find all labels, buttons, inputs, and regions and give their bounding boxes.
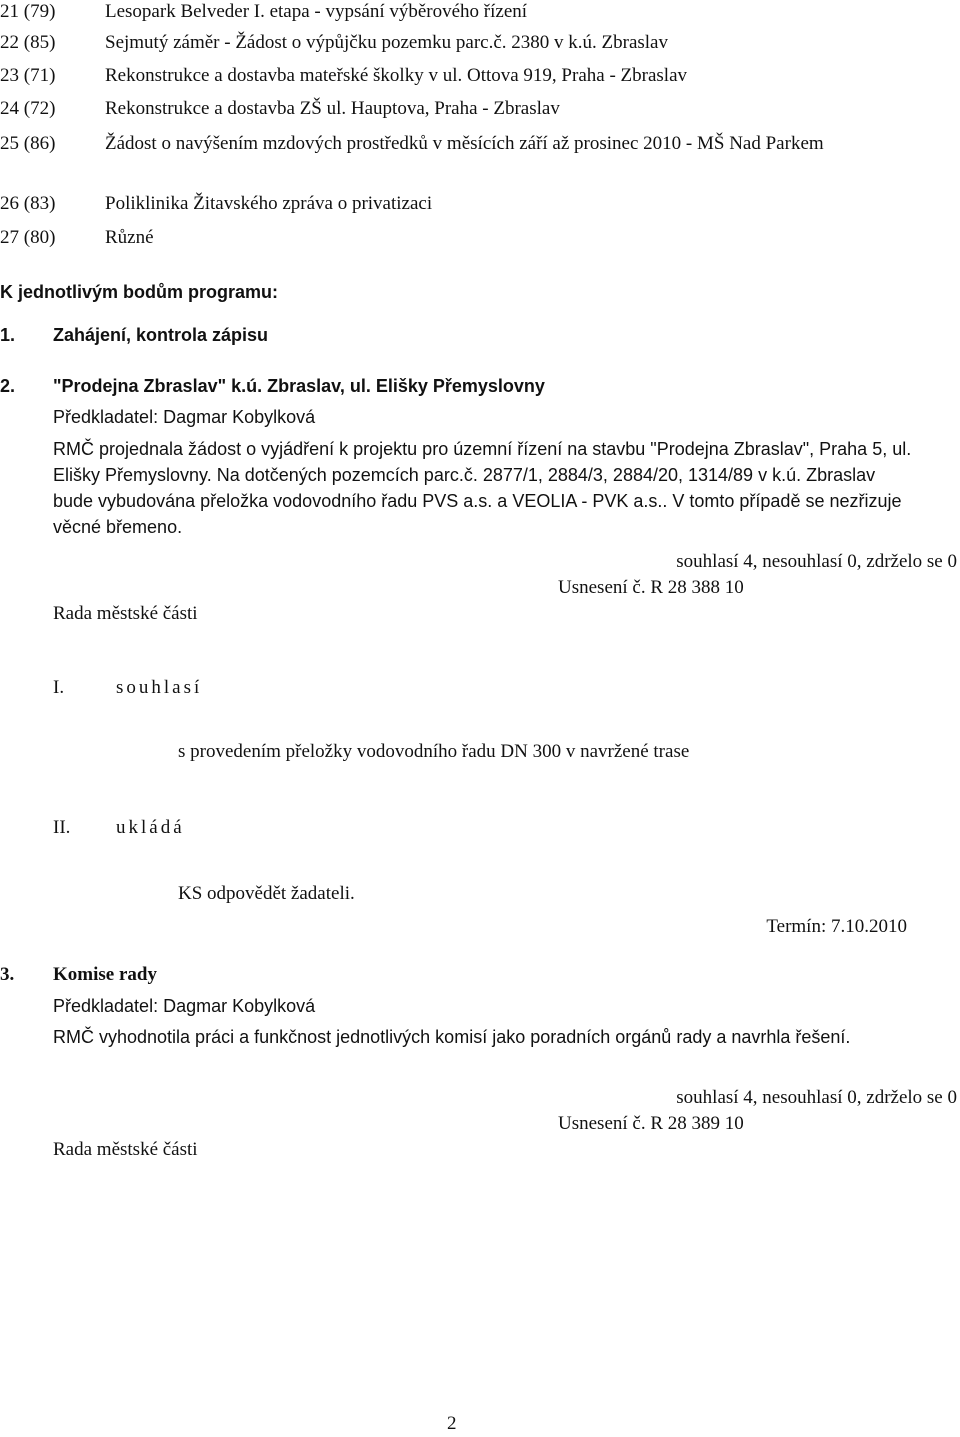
resolution-number: Usnesení č. R 28 388 10: [558, 577, 744, 598]
agenda-number: 23 (71): [0, 65, 56, 86]
item-title: Zahájení, kontrola zápisu: [53, 325, 269, 345]
page-number: 2: [447, 1413, 457, 1434]
council-label: Rada městské části: [53, 1139, 198, 1160]
agenda-text: Žádost o navýšením mzdových prostředků v měsících září až prosinec 2010 - MŠ Nad Parkem: [105, 133, 824, 154]
council-label: Rada městské části: [53, 603, 198, 624]
decision-text: s provedením přeložky vodovodního řadu DN 300 v navržené trase: [178, 741, 690, 762]
presenter: Předkladatel: Dagmar Kobylková: [53, 996, 316, 1016]
agenda-text: Lesopark Belveder I. etapa - vypsání výběrového řízení: [105, 1, 528, 22]
item-number: 1.: [0, 325, 16, 345]
decision-numeral: I.: [53, 677, 65, 698]
presenter: Předkladatel: Dagmar Kobylková: [53, 407, 316, 427]
decision-numeral: II.: [53, 817, 71, 838]
agenda-text: Rekonstrukce a dostavba ZŠ ul. Hauptova, Praha - Zbraslav: [105, 98, 560, 119]
vote-result: souhlasí 4, nesouhlasí 0, zdrželo se 0: [676, 1087, 957, 1108]
agenda-number: 21 (79): [0, 1, 56, 22]
decision-text: KS odpovědět žadateli.: [178, 883, 355, 904]
deadline: Termín: 7.10.2010: [766, 916, 907, 937]
agenda-text: Různé: [105, 227, 154, 248]
item-title: Komise rady: [53, 964, 157, 985]
program-heading: K jednotlivým bodům programu:: [0, 282, 279, 302]
item-number: 2.: [0, 376, 16, 396]
item-number: 3.: [0, 964, 15, 985]
item-title: "Prodejna Zbraslav" k.ú. Zbraslav, ul. Elišky Přemyslovny: [53, 376, 545, 396]
agenda-text: Rekonstrukce a dostavba mateřské školky v ul. Ottova 919, Praha - Zbraslav: [105, 65, 687, 86]
agenda-text: Sejmutý záměr - Žádost o výpůjčku pozemku parc.č. 2380 v k.ú. Zbraslav: [105, 32, 668, 53]
agenda-number: 27 (80): [0, 227, 56, 248]
agenda-number: 22 (85): [0, 32, 56, 53]
agenda-number: 25 (86): [0, 133, 56, 154]
resolution-number: Usnesení č. R 28 389 10: [558, 1113, 744, 1134]
vote-result: souhlasí 4, nesouhlasí 0, zdrželo se 0: [676, 551, 957, 572]
decision-verb: souhlasí: [116, 677, 203, 698]
agenda-number: 24 (72): [0, 98, 56, 119]
agenda-list: [0, 0, 960, 260]
item-body: RMČ projednala žádost o vyjádření k projektu pro územní řízení na stavbu "Prodejna Zbraslav", Praha 5, ul. Elišky Přemyslovny. Na dotčených pozemcích parc.č. 2877/1, 2884/3, 2884/20, 1314/89 v k.ú. Zbraslav bude vybudována přeložka vodovodního řadu PVS a.s. a VEOLIA - PVK a.s.. V tomto případě se nezřizuje věcné břemeno.: [53, 439, 912, 537]
agenda-text: Poliklinika Žitavského zpráva o privatizaci: [105, 193, 433, 214]
decision-verb: ukládá: [116, 817, 185, 838]
item-body: RMČ vyhodnotila práci a funkčnost jednotlivých komisí jako poradních orgánů rady a navrhla řešení.: [53, 1027, 851, 1047]
agenda-number: 26 (83): [0, 193, 56, 214]
